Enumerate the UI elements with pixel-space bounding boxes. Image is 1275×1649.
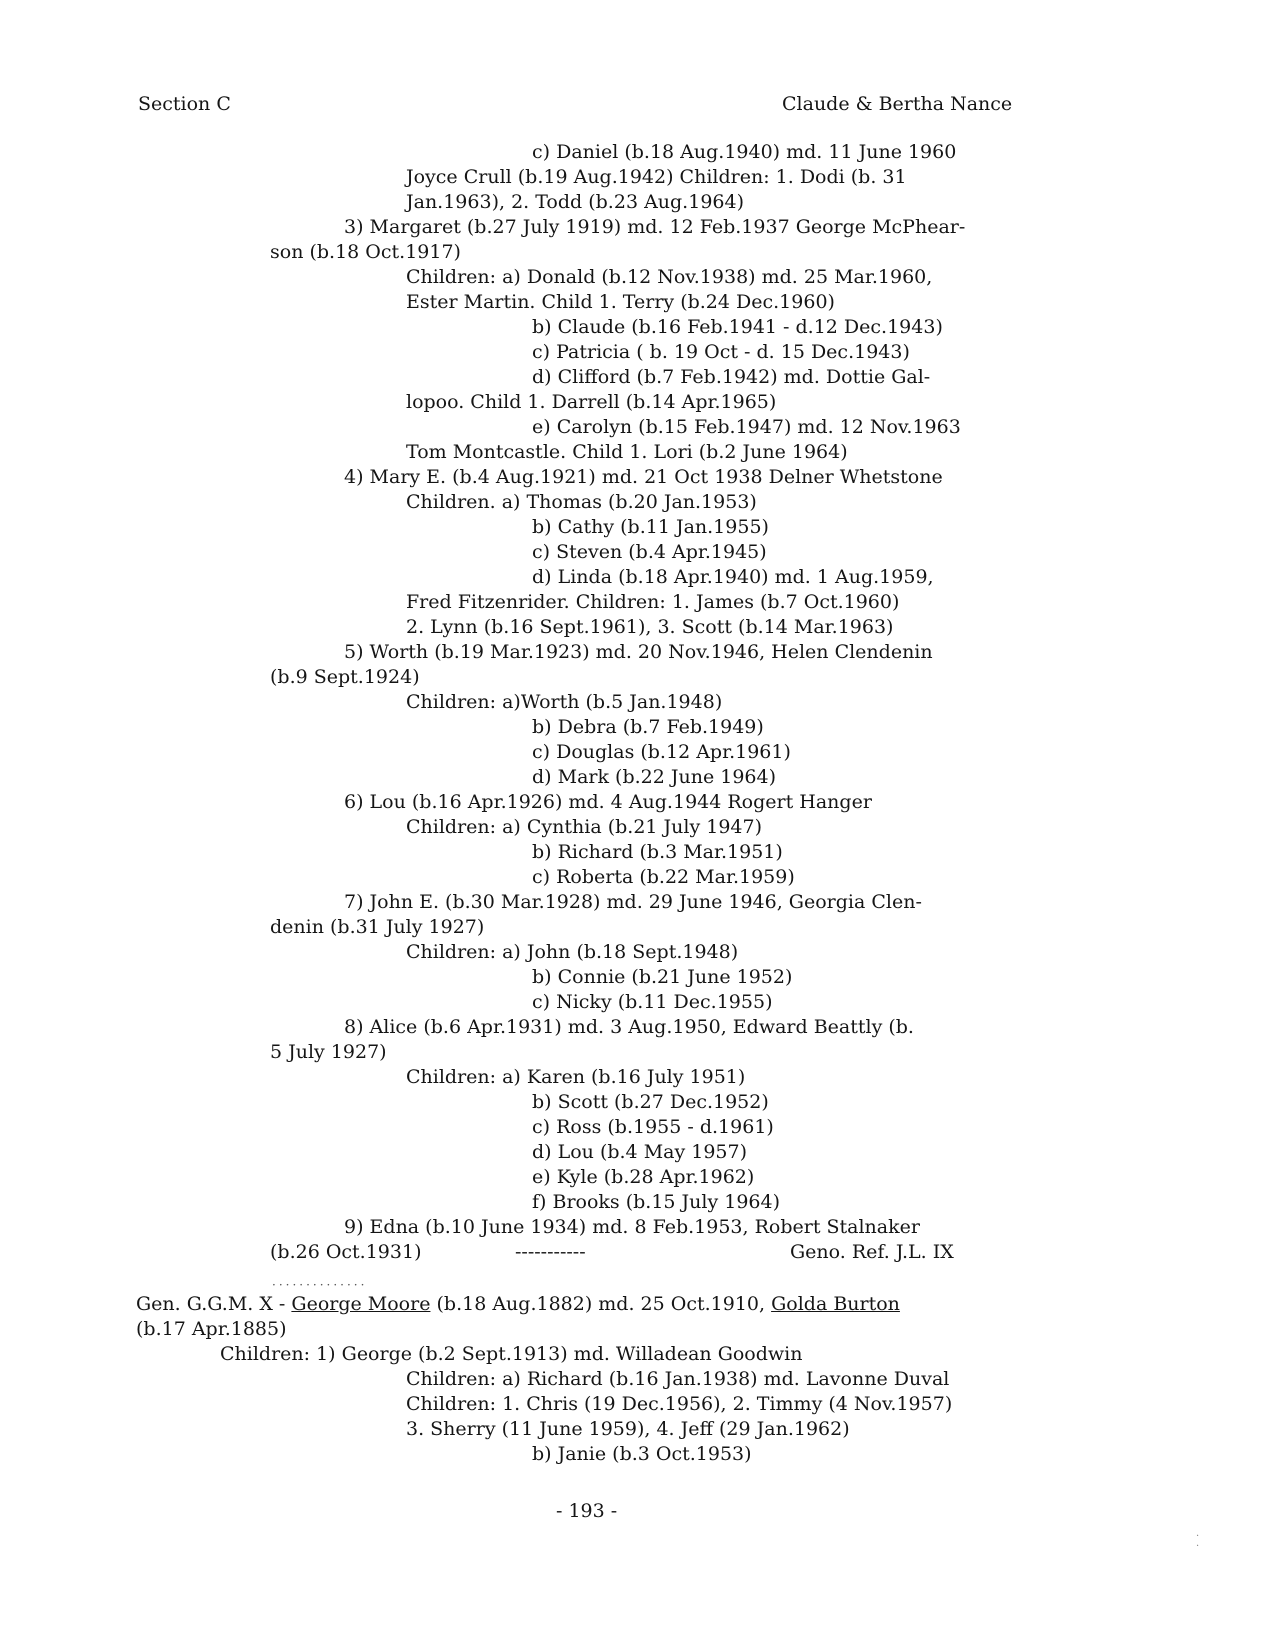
page-number: - 193 -	[556, 1500, 618, 1522]
text-line: b) Cathy (b.11 Jan.1955)	[532, 516, 769, 538]
scan-mark: · ·	[1196, 1531, 1200, 1552]
text-line: Children: a) Donald (b.12 Nov.1938) md. 25 Mar.1960,	[406, 266, 933, 288]
text-line: Children: 1. Chris (19 Dec.1956), 2. Timmy (4 Nov.1957)	[406, 1393, 953, 1415]
text-line: Tom Montcastle. Child 1. Lori (b.2 June 1964)	[406, 441, 848, 463]
text-line: (b.9 Sept.1924)	[270, 666, 420, 688]
text-line: Children: 1) George (b.2 Sept.1913) md. Willadean Goodwin	[220, 1343, 803, 1365]
text-line: 7) John E. (b.30 Mar.1928) md. 29 June 1946, Georgia Clen-	[344, 891, 922, 913]
text-line: d) Mark (b.22 June 1964)	[532, 766, 777, 788]
geno-reference: Geno. Ref. J.L. IX	[790, 1241, 954, 1263]
text-line: c) Roberta (b.22 Mar.1959)	[532, 866, 795, 888]
text-line: Joyce Crull (b.19 Aug.1942) Children: 1. Dodi (b. 31	[406, 166, 907, 188]
separator-dashes: -----------	[515, 1241, 586, 1263]
generation-entry	[136, 1292, 900, 1316]
text-line: 3) Margaret (b.27 July 1919) md. 12 Feb.1937 George McPhear-	[344, 216, 966, 238]
text-line: f) Brooks (b.15 July 1964)	[532, 1191, 781, 1213]
text-line: d) Clifford (b.7 Feb.1942) md. Dottie Gal-	[532, 366, 931, 388]
text-line: b) Scott (b.27 Dec.1952)	[532, 1091, 769, 1113]
gen-prefix: Gen. G.G.M. X -	[136, 1293, 292, 1315]
text-line: c) Steven (b.4 Apr.1945)	[532, 541, 767, 563]
text-line: Children: a) John (b.18 Sept.1948)	[406, 941, 739, 963]
text-line: Children: a)Worth (b.5 Jan.1948)	[406, 691, 723, 713]
text-line: Jan.1963), 2. Todd (b.23 Aug.1964)	[406, 191, 744, 213]
text-line: lopoo. Child 1. Darrell (b.14 Apr.1965)	[406, 391, 777, 413]
text-line: c) Douglas (b.12 Apr.1961)	[532, 741, 791, 763]
text-line: son (b.18 Oct.1917)	[270, 241, 461, 263]
gen-mid: (b.18 Aug.1882) md. 25 Oct.1910,	[430, 1293, 772, 1315]
text-line: 5) Worth (b.19 Mar.1923) md. 20 Nov.1946, Helen Clendenin	[344, 641, 933, 663]
text-line: 5 July 1927)	[270, 1041, 387, 1063]
text-line: b) Janie (b.3 Oct.1953)	[532, 1443, 752, 1465]
text-line: 6) Lou (b.16 Apr.1926) md. 4 Aug.1944 Rogert Hanger	[344, 791, 872, 813]
text-line: denin (b.31 July 1927)	[270, 916, 485, 938]
dotted-divider: ··············	[272, 1278, 368, 1292]
text-line: (b.17 Apr.1885)	[136, 1318, 287, 1340]
text-line: (b.26 Oct.1931)	[270, 1241, 422, 1263]
section-label: Section C	[138, 93, 231, 115]
text-line: 2. Lynn (b.16 Sept.1961), 3. Scott (b.14 Mar.1963)	[406, 616, 894, 638]
text-line: 4) Mary E. (b.4 Aug.1921) md. 21 Oct 1938 Delner Whetstone	[344, 466, 943, 488]
text-line: b) Debra (b.7 Feb.1949)	[532, 716, 764, 738]
text-line: b) Claude (b.16 Feb.1941 - d.12 Dec.1943)	[532, 316, 943, 338]
text-line: d) Lou (b.4 May 1957)	[532, 1141, 748, 1163]
person-name-george-moore: George Moore	[291, 1293, 431, 1315]
text-line: Children. a) Thomas (b.20 Jan.1953)	[406, 491, 757, 513]
text-line: 3. Sherry (11 June 1959), 4. Jeff (29 Jan.1962)	[406, 1418, 850, 1440]
text-line: Children: a) Richard (b.16 Jan.1938) md. Lavonne Duval	[406, 1368, 950, 1390]
text-line: Children: a) Cynthia (b.21 July 1947)	[406, 816, 762, 838]
text-line: d) Linda (b.18 Apr.1940) md. 1 Aug.1959,	[532, 566, 934, 588]
text-line: 8) Alice (b.6 Apr.1931) md. 3 Aug.1950, Edward Beattly (b.	[344, 1016, 914, 1038]
family-title: Claude & Bertha Nance	[782, 93, 1013, 115]
text-line: e) Kyle (b.28 Apr.1962)	[532, 1166, 755, 1188]
text-line: c) Daniel (b.18 Aug.1940) md. 11 June 1960	[532, 141, 957, 163]
text-line: b) Richard (b.3 Mar.1951)	[532, 841, 783, 863]
text-line: c) Patricia ( b. 19 Oct - d. 15 Dec.1943)	[532, 341, 910, 363]
person-name-golda-burton: Golda Burton	[771, 1293, 900, 1315]
text-line: c) Nicky (b.11 Dec.1955)	[532, 991, 773, 1013]
text-line: e) Carolyn (b.15 Feb.1947) md. 12 Nov.1963	[532, 416, 961, 438]
text-line: Children: a) Karen (b.16 July 1951)	[406, 1066, 746, 1088]
text-line: 9) Edna (b.10 June 1934) md. 8 Feb.1953, Robert Stalnaker	[344, 1216, 920, 1238]
text-line: b) Connie (b.21 June 1952)	[532, 966, 793, 988]
text-line: Ester Martin. Child 1. Terry (b.24 Dec.1960)	[406, 291, 835, 313]
text-line: Fred Fitzenrider. Children: 1. James (b.7 Oct.1960)	[406, 591, 900, 613]
text-line: c) Ross (b.1955 - d.1961)	[532, 1116, 774, 1138]
